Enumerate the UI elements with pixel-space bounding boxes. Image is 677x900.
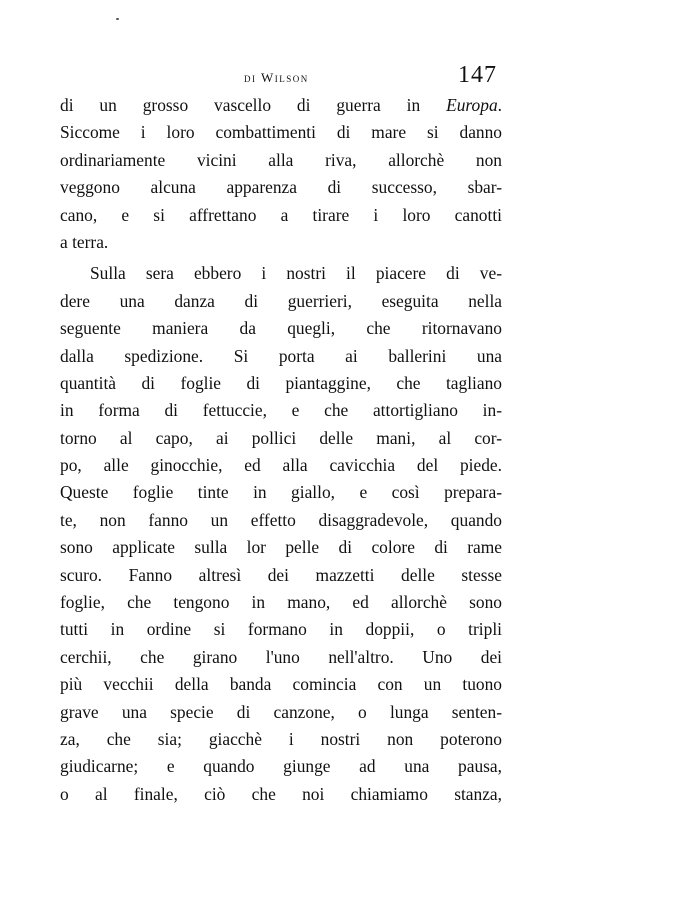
text-line: scuro. Fanno altresì dei mazzetti delle stesse: [60, 564, 502, 585]
text-line: seguente maniera da quegli, che ritornavano: [60, 318, 502, 339]
text-line: torno al capo, ai pollici delle mani, al cor-: [60, 427, 502, 448]
text-line: più vecchii della banda comincia con un tuono: [60, 674, 502, 695]
ink-speck: [116, 18, 119, 20]
text-line: di un grosso vascello di guerra in Europa.: [60, 95, 502, 115]
text-line: Sulla sera ebbero i nostri il piacere di ve-: [90, 263, 502, 284]
page-header: [0, 62, 677, 92]
text-line: Siccome i loro combattimenti di mare si danno: [60, 122, 502, 143]
text-line: foglie, che tengono in mano, ed allorchè sono: [60, 592, 502, 613]
text-line: dere una danza di guerrieri, eseguita nella: [60, 290, 502, 311]
text-line: dalla spedizione. Si porta ai ballerini una: [60, 345, 502, 366]
text-line: o al finale, ciò che noi chiamiamo stanza,: [60, 783, 502, 804]
text-line: a terra.: [60, 231, 109, 252]
text-line: cano, e si affrettano a tirare i loro canotti: [60, 204, 502, 225]
text-line: te, non fanno un effetto disaggradevole, quando: [60, 509, 502, 530]
text-line: po, alle ginocchie, ed alla cavicchia del piede.: [60, 455, 502, 476]
text-line: za, che sia; giacchè i nostri non poterono: [60, 728, 502, 749]
text-line: cerchii, che girano l'uno nell'altro. Uno dei: [60, 646, 502, 667]
text-line: Queste foglie tinte in giallo, e così prepara-: [60, 482, 502, 503]
text-line: giudicarne; e quando giunge ad una pausa,: [60, 756, 502, 777]
page-number: 147: [458, 62, 497, 88]
italic-word: Europa: [446, 95, 498, 115]
running-head: di Wilson: [244, 70, 309, 85]
text-line: sono applicate sulla lor pelle di colore di rame: [60, 537, 502, 558]
text-line: quantità di foglie di piantaggine, che tagliano: [60, 372, 502, 393]
text-line: veggono alcuna apparenza di successo, sbar-: [60, 177, 502, 198]
text-line: grave una specie di canzone, o lunga senten-: [60, 701, 502, 722]
body-text: [60, 92, 502, 808]
text-line: ordinariamente vicini alla riva, allorchè non: [60, 149, 502, 170]
text-line: in forma di fettuccie, e che attortigliano in-: [60, 400, 502, 421]
text-line: tutti in ordine si formano in doppii, o tripli: [60, 619, 502, 640]
